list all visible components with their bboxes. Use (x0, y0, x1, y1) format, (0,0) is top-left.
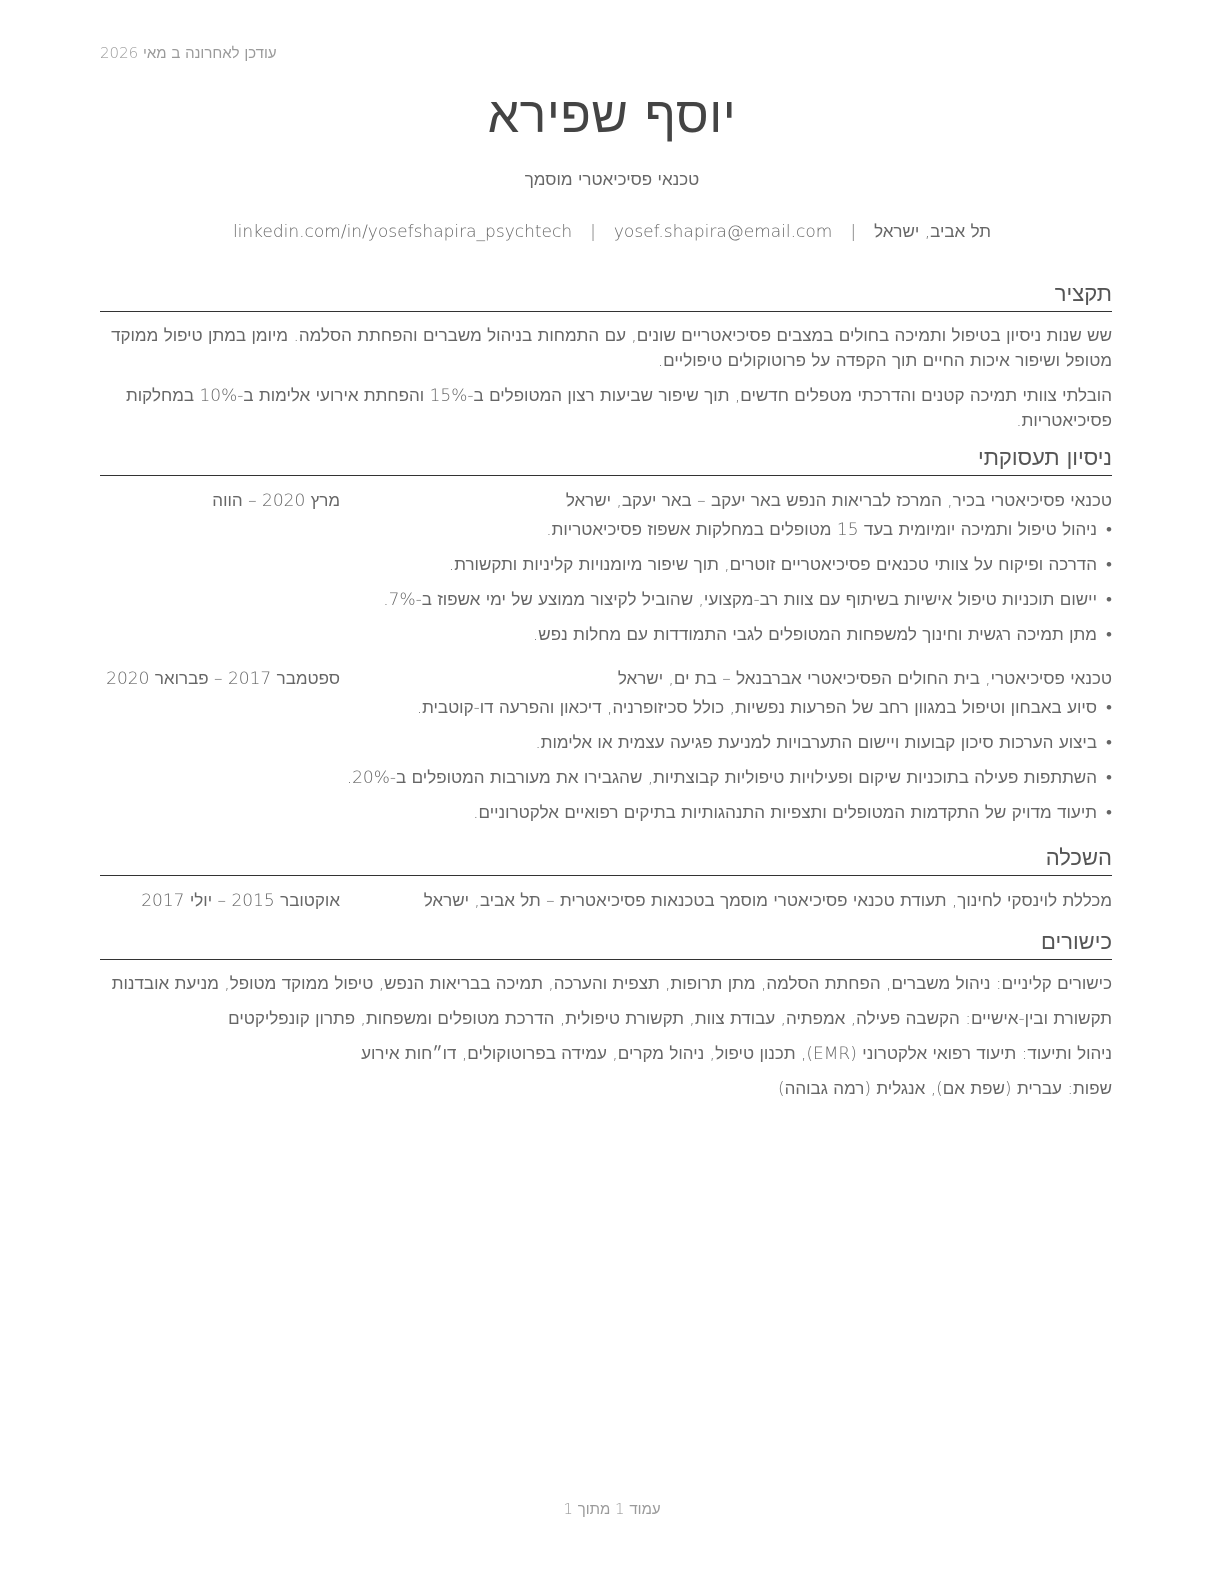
summary-heading: תקציר (100, 280, 1112, 312)
job-title: טכנאי פסיכיאטרי, בית החולים הפסיכיאטרי אברבנאל – בת ים, ישראל (617, 669, 1112, 689)
list-item: • ניהול טיפול ותמיכה יומיומית בעד 15 מטופלים במחלקות אשפוז פסיכיאטריות. (100, 518, 1112, 543)
job-header (100, 666, 1112, 692)
job-entry (100, 488, 1112, 648)
contact-email[interactable]: yosef.shapira@email.com (613, 222, 833, 242)
education-dates: אוקטובר 2015 – יולי 2017 (141, 891, 340, 911)
contact-separator: | (850, 222, 857, 242)
education-heading: השכלה (100, 844, 1112, 876)
list-item: • השתתפות פעילה בתוכניות שיקום ופעילויות טיפוליות קבוצתיות, שהגבירו את מעורבות המטופלים ב-20%. (100, 766, 1112, 791)
summary-paragraph: שש שנות ניסיון בטיפול ותמיכה בחולים במצבים פסיכיאטריים שונים, עם התמחות בניהול משברים והפחתת הסלמה. מיומן במתן טיפול ממוקד מטופל ושיפור איכות החיים תוך הקפדה על פרוטוקולים טיפוליים. (111, 326, 1112, 371)
job-bullets (100, 518, 1112, 648)
contact-separator: | (590, 222, 596, 242)
job-title: טכנאי פסיכיאטרי בכיר, המרכז לבריאות הנפש באר יעקב – באר יעקב, ישראל (565, 491, 1112, 511)
list-item: • תיעוד מדויק של התקדמות המטופלים ותצפיות התנהגותיות בתיקים רפואיים אלקטרוניים. (100, 801, 1112, 826)
candidate-name: יוסף שפירא (487, 86, 737, 144)
last-updated-note: עודכן לאחרונה ב מאי 2026 (100, 44, 277, 62)
job-dates: ספטמבר 2017 – פברואר 2020 (106, 669, 340, 689)
skills-row: ניהול ותיעוד: תיעוד רפואי אלקטרוני (EMR), תכנון טיפול, ניהול מקרים, עמידה בפרוטוקולים, דו״חות אירוע (361, 1044, 1112, 1064)
experience-heading: ניסיון תעסוקתי (100, 444, 1112, 476)
job-entry (100, 666, 1112, 826)
contact-line (0, 222, 1224, 242)
list-item: • סיוע באבחון וטיפול במגוון רחב של הפרעות נפשיות, כולל סכיזופרניה, דיכאון והפרעה דו-קוטבית. (100, 696, 1112, 721)
resume-content (100, 272, 1112, 1112)
job-dates: מרץ 2020 – הווה (212, 491, 340, 511)
list-item: • מתן תמיכה רגשית וחינוך למשפחות המטופלים לגבי התמודדות עם מחלות נפש. (100, 623, 1112, 648)
candidate-title: טכנאי פסיכיאטרי מוסמך (524, 170, 700, 190)
list-item: • יישום תוכניות טיפול אישיות בשיתוף עם צוות רב-מקצועי, שהוביל לקיצור ממוצע של ימי אשפוז ב-7%. (100, 588, 1112, 613)
job-header (100, 488, 1112, 514)
contact-linkedin[interactable]: linkedin.com/in/yosefshapira_psychtech (232, 222, 573, 242)
skills-row: תקשורת ובין-אישיים: הקשבה פעילה, אמפתיה, עבודת צוות, תקשורת טיפולית, הדרכת מטופלים ומשפחות, פתרון קונפליקטים (228, 1009, 1112, 1029)
education-entry (100, 888, 1112, 914)
page-number: עמוד 1 מתוך 1 (563, 1500, 661, 1518)
skills-row: שפות: עברית (שפת אם), אנגלית (רמה גבוהה) (777, 1079, 1112, 1099)
skills-row: כישורים קליניים: ניהול משברים, הפחתת הסלמה, מתן תרופות, תצפית והערכה, תמיכה בבריאות הנפש, טיפול ממוקד מטופל, מניעת אובדנות (111, 974, 1112, 994)
summary-paragraph: הובלתי צוותי תמיכה קטנים והדרכתי מטפלים חדשים, תוך שיפור שביעות רצון המטופלים ב-15% והפחתת אירועי אלימות ב-10% במחלקות פסיכיאטריות. (125, 386, 1112, 431)
skills-heading: כישורים (100, 928, 1112, 960)
list-item: • הדרכה ופיקוח על צוותי טכנאים פסיכיאטריים זוטרים, תוך שיפור מיומנויות קליניות ותקשורת. (100, 553, 1112, 578)
list-item: • ביצוע הערכות סיכון קבועות ויישום התערבויות למניעת פגיעה עצמית או אלימות. (100, 731, 1112, 756)
job-bullets (100, 696, 1112, 826)
education-title: מכללת לוינסקי לחינוך, תעודת טכנאי פסיכיאטרי מוסמך בטכנאות פסיכיאטרית – תל אביב, ישראל (423, 891, 1112, 911)
contact-location: תל אביב, ישראל (874, 222, 992, 242)
